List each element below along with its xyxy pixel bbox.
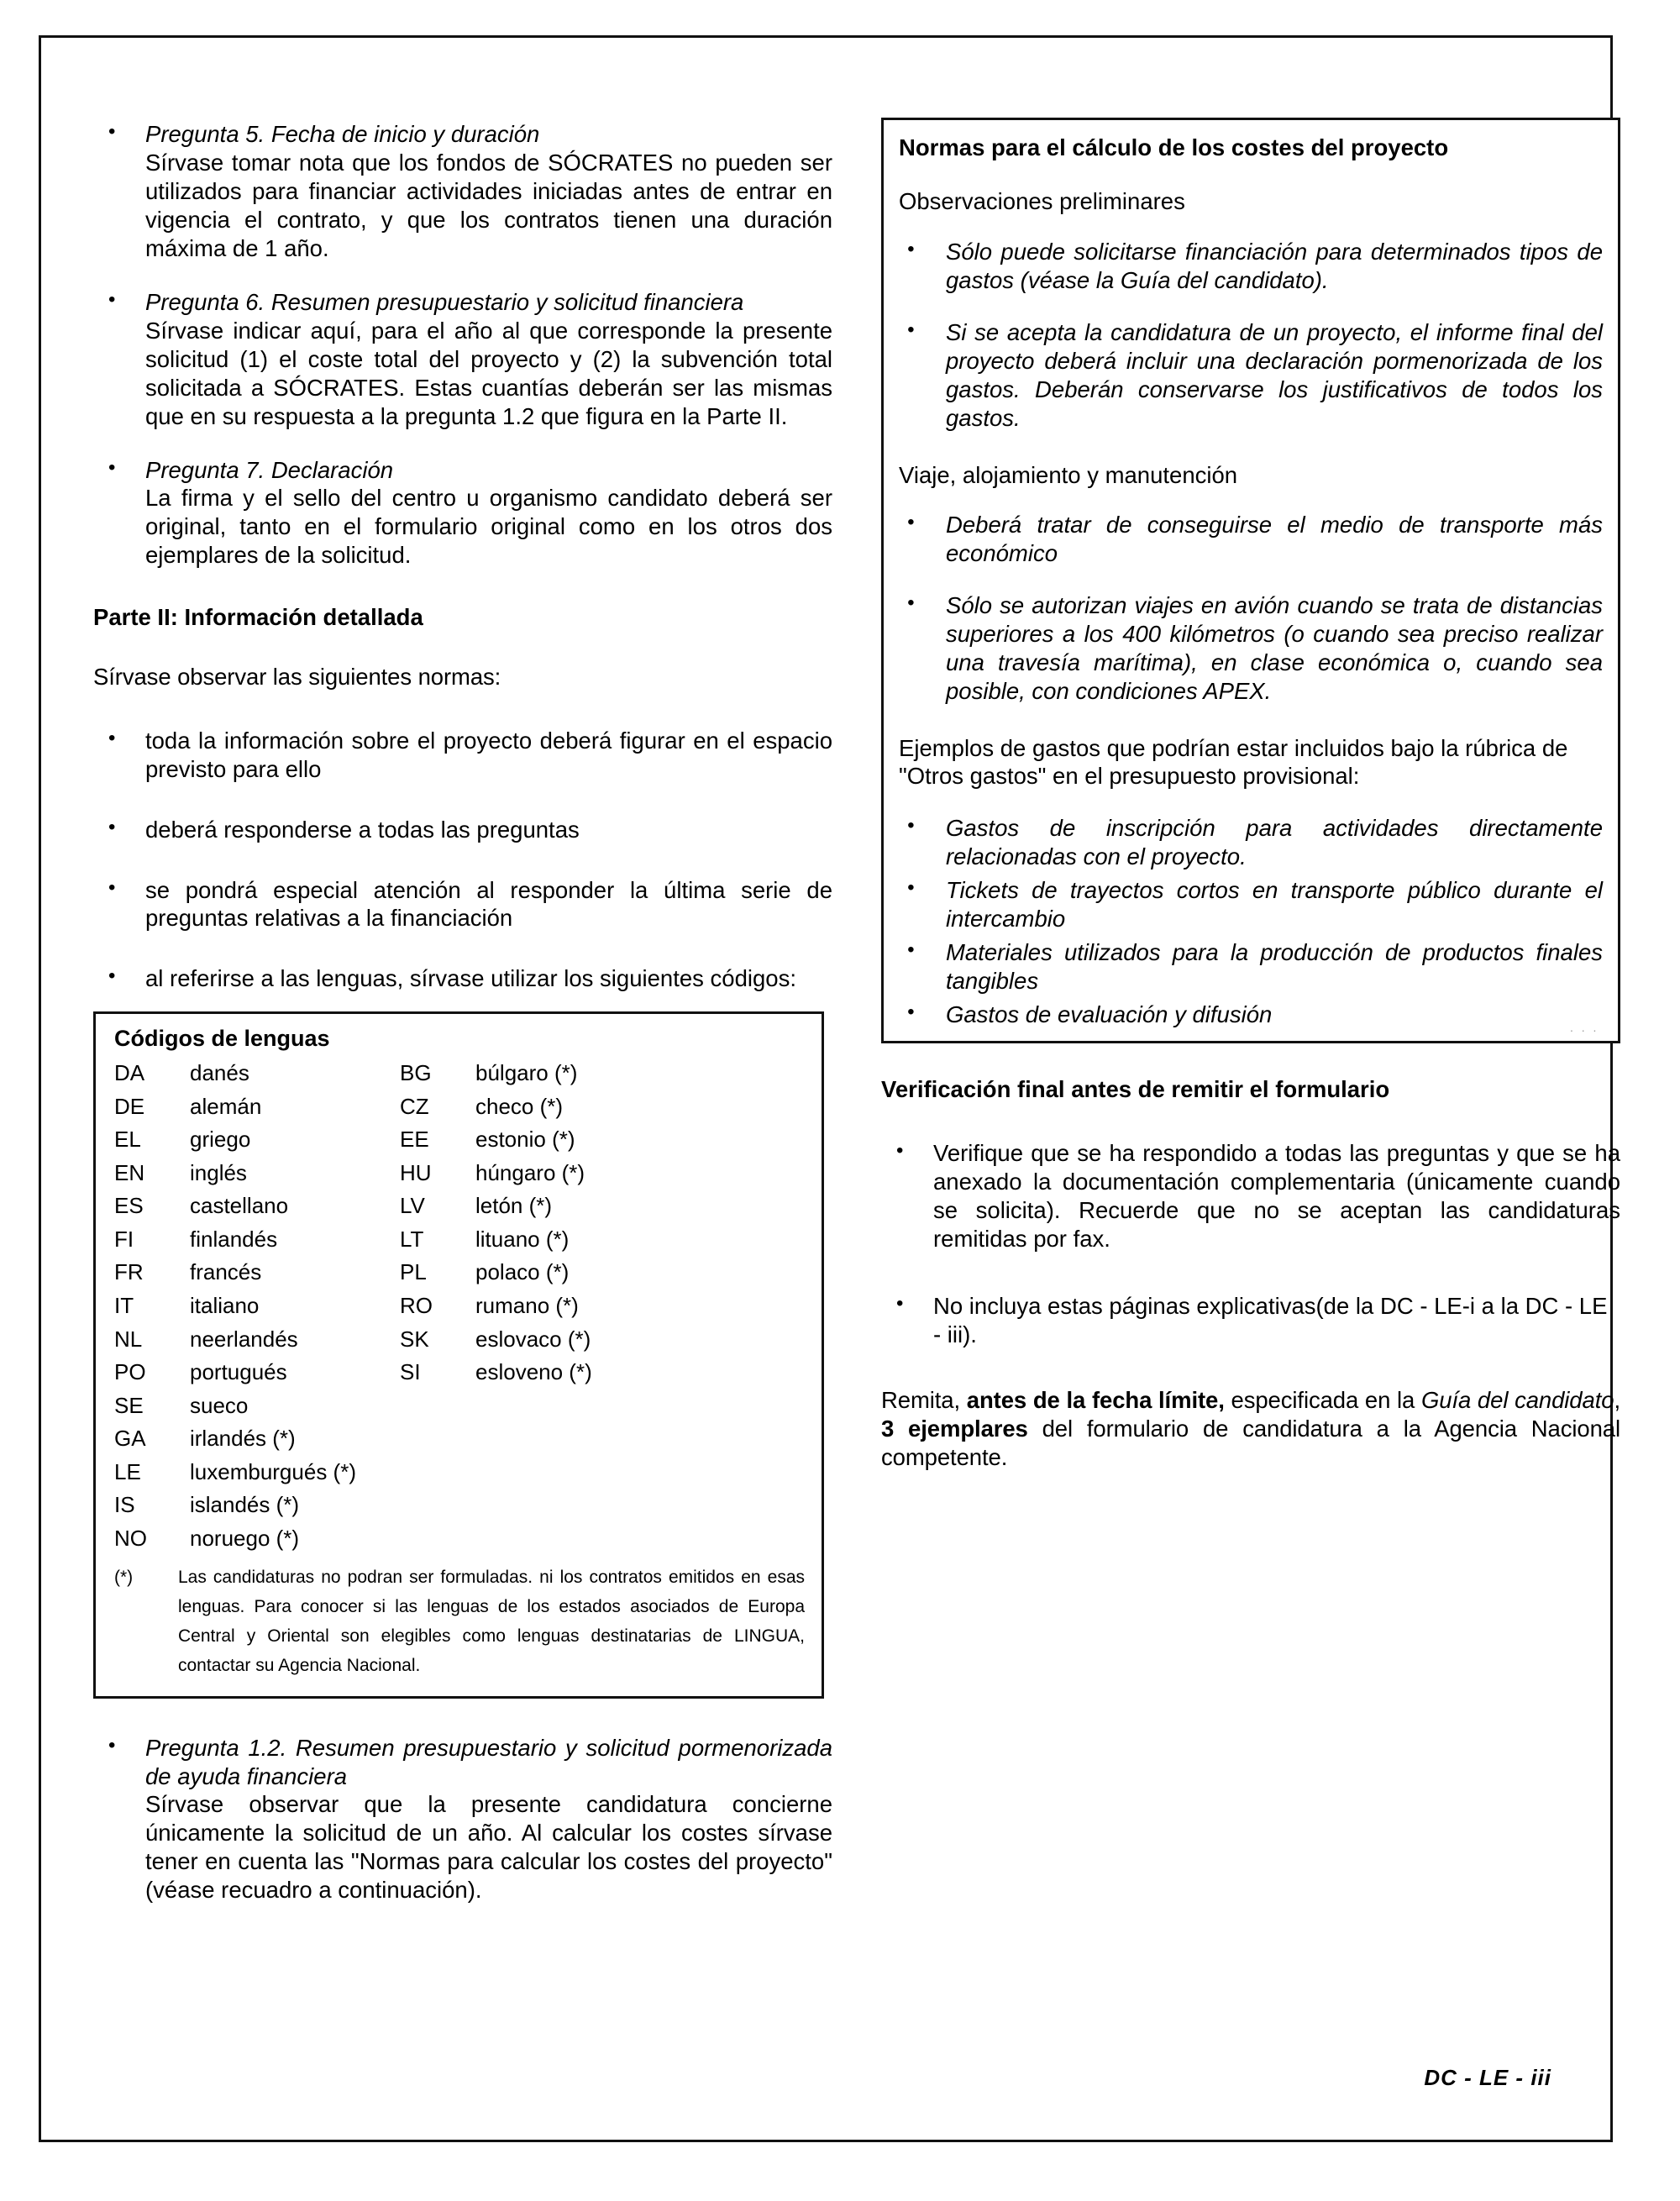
closing-paragraph — [881, 1386, 1620, 1472]
lang-name: polaco (*) — [475, 1259, 570, 1285]
closing-guide-italic: Guía del candidato — [1420, 1386, 1614, 1413]
example-bullet-1: • Gastos de inscripción para actividades directamente relacionadas con el proyecto. — [899, 814, 1603, 871]
lang-code: EE — [400, 1127, 429, 1153]
lang-code-empty — [400, 1422, 475, 1456]
question-5-item — [93, 120, 832, 263]
question-7-item — [93, 456, 832, 570]
question-6-title: • Pregunta 6. Resumen presupuestario y solicitud financiera — [145, 288, 744, 315]
question-6-item — [93, 288, 832, 431]
question-1-2-body: Sírvase observar que la presente candidatura concierne únicamente la solicitud de un año. Al calcular los costes sírvase tener en cuenta las "Normas para calcular los costes del proyecto" (véase recuadro a continuación). — [145, 1791, 832, 1904]
lang-code: SE — [114, 1392, 144, 1418]
lang-code: FR — [114, 1259, 144, 1285]
final-verification-heading: Verificación final antes de remitir el formulario — [881, 1075, 1390, 1102]
lang-code: NL — [114, 1326, 143, 1352]
two-column-layout — [41, 38, 1620, 2140]
lang-name: inglés — [190, 1159, 247, 1185]
lang-code-empty — [400, 1522, 475, 1556]
lang-name-empty — [475, 1389, 805, 1423]
lang-code: IS — [114, 1492, 135, 1518]
language-codes-box — [93, 1011, 824, 1698]
lang-name: portugués — [190, 1359, 287, 1385]
rules-box-title: Normas para el cálculo de los costes del proyecto — [899, 134, 1449, 160]
lang-code: DA — [114, 1060, 145, 1086]
lang-name: húngaro (*) — [475, 1159, 585, 1185]
language-codes-title: Códigos de lenguas — [114, 1026, 330, 1052]
closing-part-5: , — [1614, 1386, 1620, 1413]
lang-name-empty — [475, 1489, 805, 1522]
norm-item-4: • al referirse a las lenguas, sírvase utilizar los siguientes códigos: — [93, 964, 832, 993]
lang-name: esloveno (*) — [475, 1359, 592, 1385]
travel-heading: Viaje, alojamiento y manutención — [899, 461, 1238, 488]
closing-copies-bold: 3 ejemplares — [881, 1415, 1028, 1442]
lang-code: PL — [400, 1259, 427, 1285]
lang-code-empty — [400, 1489, 475, 1522]
lang-code: PO — [114, 1359, 146, 1385]
example-bullet-3: • Materiales utilizados para la producción de productos finales tangibles — [899, 938, 1603, 995]
question-5-title: • Pregunta 5. Fecha de inicio y duración — [145, 121, 540, 147]
lang-name: danés — [190, 1060, 249, 1086]
lang-name: castellano — [190, 1193, 289, 1219]
right-column — [881, 118, 1620, 1492]
preliminary-bullet-2: • Si se acepta la candidatura de un proyecto, el informe final del proyecto deberá incluir una declaración pormenorizada de los gastos. Deberán conservarse los justificativos de todos los gastos. — [899, 318, 1603, 433]
question-1-2-item — [93, 1734, 832, 1905]
lang-name: italiano — [190, 1293, 260, 1318]
page-footer-reference: DC - LE - iii — [1424, 2065, 1551, 2090]
lang-name-empty — [475, 1522, 805, 1556]
example-bullet-4: • Gastos de evaluación y difusión — [899, 1001, 1603, 1029]
lang-code: SI — [400, 1359, 421, 1385]
verification-bullet-2: • No incluya estas páginas explicativas(de la DC - LE-i a la DC - LE - iii). — [881, 1292, 1620, 1349]
lang-name: alemán — [190, 1093, 262, 1119]
lang-name: rumano (*) — [475, 1293, 579, 1318]
example-bullet-2: • Tickets de trayectos cortos en transporte público durante el intercambio — [899, 876, 1603, 933]
footnote-text: Las candidaturas no podran ser formuladas. ni los contratos emitidos en esas lenguas. Para conocer si las lenguas de los estados asociados de Europa Central y Oriental son elegibles como lenguas destinatarias de LINGUA, contactar su Agencia Nacional. — [178, 1568, 805, 1675]
lang-name: neerlandés — [190, 1326, 298, 1352]
lang-code: BG — [400, 1060, 432, 1086]
norms-intro: Sírvase observar las siguientes normas: — [93, 663, 501, 690]
question-1-2-title: • Pregunta 1.2. Resumen presupuestario y solicitud pormenorizada de ayuda financiera — [145, 1734, 832, 1789]
lang-code: DE — [114, 1093, 145, 1119]
lang-name: finlandés — [190, 1226, 278, 1252]
lang-name-empty — [475, 1456, 805, 1489]
question-5-body: Sírvase tomar nota que los fondos de SÓCRATES no pueden ser utilizados para financiar actividades iniciadas antes de entrar en vigencia el contrato, y que los contratos tienen una duración máxima de 1 año. — [145, 149, 832, 261]
scan-speck: . . . — [1570, 1021, 1599, 1034]
lang-code: RO — [400, 1293, 433, 1318]
norm-item-2: • deberá responderse a todas las preguntas — [93, 816, 832, 844]
lang-code-empty — [400, 1389, 475, 1423]
norm-item-3: • se pondrá especial atención al responder la última serie de preguntas relativas a la financiación — [93, 876, 832, 933]
lang-name: estonio (*) — [475, 1127, 575, 1153]
lang-name: letón (*) — [475, 1193, 553, 1219]
lang-code: LE — [114, 1458, 141, 1484]
lang-name: sueco — [190, 1392, 249, 1418]
lang-name: búlgaro (*) — [475, 1060, 578, 1086]
norm-item-1: • toda la información sobre el proyecto deberá figurar en el espacio previsto para ello — [93, 727, 832, 784]
travel-bullet-1: • Deberá tratar de conseguirse el medio de transporte más económico — [899, 511, 1603, 568]
lang-name: noruego (*) — [190, 1525, 300, 1551]
lang-name: luxemburgués (*) — [190, 1458, 356, 1484]
lang-code: ES — [114, 1193, 144, 1219]
lang-name: lituano (*) — [475, 1226, 570, 1252]
lang-code-empty — [400, 1456, 475, 1489]
closing-part-3: especificada en la — [1224, 1386, 1421, 1413]
lang-code: SK — [400, 1326, 429, 1352]
project-cost-rules-box — [881, 118, 1620, 1043]
question-7-body: La firma y el sello del centro u organismo candidato deberá ser original, tanto en el formulario original como en los otros dos ejemplares de la solicitud. — [145, 485, 832, 569]
preliminary-bullet-1: • Sólo puede solicitarse financiación para determinados tipos de gastos (véase la Guía del candidato). — [899, 238, 1603, 295]
preliminary-observations-heading: Observaciones preliminares — [899, 188, 1185, 215]
lang-code: FI — [114, 1226, 134, 1252]
lang-name: checo (*) — [475, 1093, 564, 1119]
language-codes-grid — [114, 1057, 805, 1555]
question-7-title: • Pregunta 7. Declaración — [145, 456, 394, 483]
lang-code: EN — [114, 1159, 145, 1185]
lang-code: NO — [114, 1525, 147, 1551]
left-column — [93, 120, 832, 1930]
closing-part-1: Remita, — [881, 1386, 967, 1413]
question-6-body: Sírvase indicar aquí, para el año al que corresponde la presente solicitud (1) el coste total del proyecto y (2) la subvención total solicitada a SÓCRATES. Estas cuantías deberán ser las mismas que en su respuesta a la pregunta 1.2 que figura en la Parte II. — [145, 317, 832, 429]
lang-code: LV — [400, 1193, 425, 1219]
lang-code: IT — [114, 1293, 134, 1318]
lang-code: LT — [400, 1226, 424, 1252]
other-expenses-heading: Ejemplos de gastos que podrían estar incluidos bajo la rúbrica de "Otros gastos" en el presupuesto provisional: — [899, 734, 1568, 790]
lang-name: islandés (*) — [190, 1492, 300, 1518]
lang-code: CZ — [400, 1093, 429, 1119]
lang-name: eslovaco (*) — [475, 1326, 591, 1352]
part-two-heading: Parte II: Información detallada — [93, 604, 423, 631]
closing-deadline-bold: antes de la fecha límite, — [966, 1386, 1225, 1413]
document-page — [39, 35, 1620, 2142]
lang-name: francés — [190, 1259, 262, 1285]
lang-name: griego — [190, 1127, 251, 1153]
lang-code: HU — [400, 1159, 432, 1185]
lang-name-empty — [475, 1422, 805, 1456]
lang-code: EL — [114, 1127, 141, 1153]
closing-part-7: del formulario de candidatura a la Agencia Nacional competente. — [881, 1415, 1620, 1470]
verification-bullet-1: • Verifique que se ha respondido a todas las preguntas y que se ha anexado la documentación complementaria (únicamente cuando se solicita). Recuerde que no se aceptan las candidaturas remitidas por fax. — [881, 1139, 1620, 1253]
footnote-marker: (*) — [114, 1568, 134, 1588]
lang-code: GA — [114, 1426, 146, 1452]
travel-bullet-2: • Sólo se autorizan viajes en avión cuando se trata de distancias superiores a los 400 kilómetros (o cuando sea preciso realizar una travesía marítima), en clase económica o, cuando sea posible, con condiciones APEX. — [899, 591, 1603, 706]
language-codes-footnote — [114, 1563, 805, 1680]
lang-name: irlandés (*) — [190, 1426, 296, 1452]
